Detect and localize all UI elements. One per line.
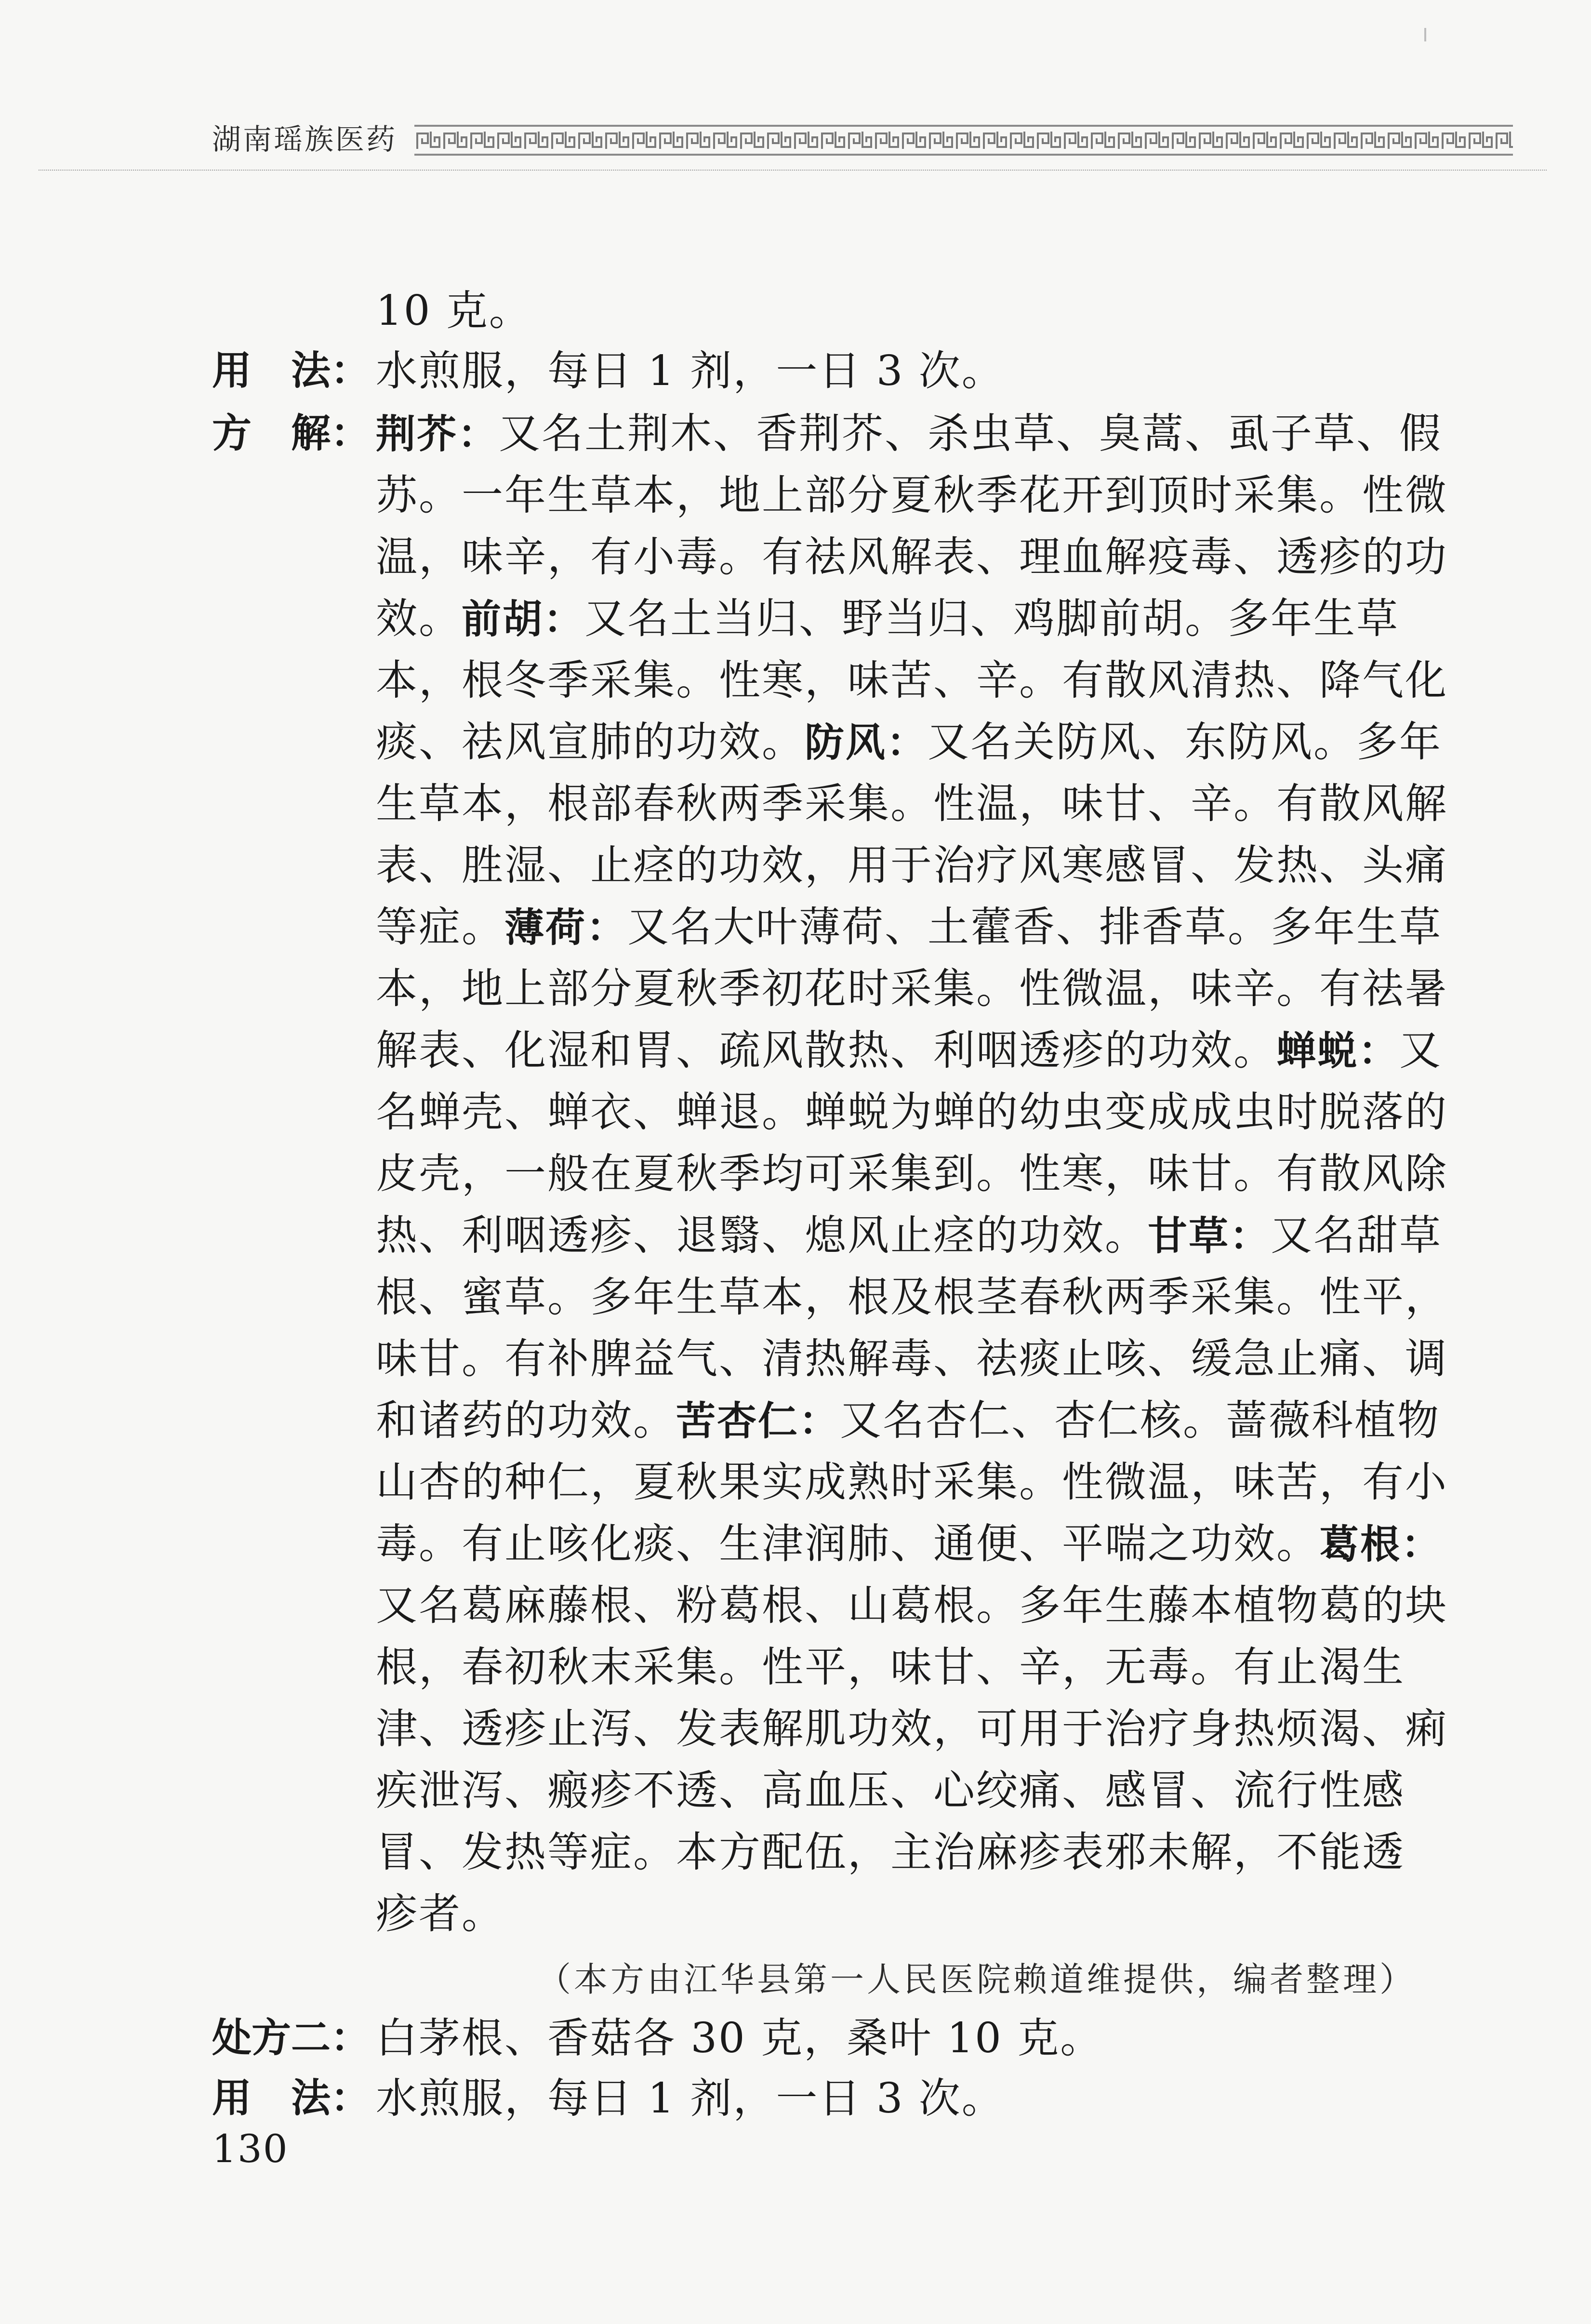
text-line: 疾泄泻、瘢疹不透、高血压、心绞痛、感冒、流行性感 xyxy=(376,1766,1405,1815)
herb-name: 葛根： xyxy=(1319,1522,1443,1567)
text-line: 10 克。 xyxy=(376,287,532,335)
text-line: 山杏的种仁，夏秋果实成熟时采集。性微温，味苦，有小 xyxy=(376,1458,1448,1506)
text-line: 和诸药的功效。苦杏仁：又名杏仁、杏仁核。蔷薇科植物 xyxy=(376,1396,1441,1445)
text-line: 本，根冬季采集。性寒，味苦、辛。有散风清热、降气化 xyxy=(376,656,1448,704)
herb-name: 前胡： xyxy=(462,597,585,642)
page-number: 130 xyxy=(212,2126,289,2171)
text-line: 痰、祛风宣肺的功效。防风：又名关防风、东防风。多年 xyxy=(376,718,1443,766)
text-line: 根，春初秋末采集。性平，味甘、辛，无毒。有止渴生 xyxy=(376,1643,1405,1691)
text-line: 表、胜湿、止痉的功效，用于治疗风寒感冒、发热、头痛 xyxy=(376,841,1448,890)
text-line: 温，味辛，有小毒。有祛风解表、理血解疫毒、透疹的功 xyxy=(376,533,1448,581)
explanation-label: 方 解： xyxy=(212,411,371,456)
text-line: 等症。薄荷：又名大叶薄荷、土藿香、排香草。多年生草 xyxy=(376,903,1443,951)
text-line: 生草本，根部春秋两季采集。性温，味甘、辛。有散风解 xyxy=(376,780,1448,828)
herb-name: 荆芥： xyxy=(376,412,499,457)
prescription-two-label: 处方二： xyxy=(212,2015,371,2061)
text-line: 味甘。有补脾益气、清热解毒、祛痰止咳、缓急止痛、调 xyxy=(376,1335,1448,1383)
scan-mark xyxy=(1424,28,1426,41)
text-line: 荆芥：又名土荆木、香荆芥、杀虫草、臭蒿、虱子草、假 xyxy=(376,410,1443,458)
herb-name: 防风： xyxy=(805,720,928,766)
book-title: 湖南瑶族医药 xyxy=(212,123,397,157)
header-ornament xyxy=(414,125,1513,156)
herb-name: 苦杏仁： xyxy=(676,1398,840,1444)
source-credit: （本方由江华县第一人民医院赖道维提供，编者整理） xyxy=(537,1960,1416,1999)
usage-label-2: 用 法： xyxy=(212,2075,371,2121)
usage-label: 用 法： xyxy=(212,348,371,394)
text-line: 效。前胡：又名土当归、野当归、鸡脚前胡。多年生草 xyxy=(376,595,1400,643)
header-divider xyxy=(39,170,1547,171)
text-line: 冒、发热等症。本方配伍，主治麻疹表邪未解，不能透 xyxy=(376,1828,1405,1876)
running-header xyxy=(212,118,1551,166)
text-line: 毒。有止咳化痰、生津润肺、通便、平喘之功效。葛根： xyxy=(376,1520,1443,1568)
text-line: 津、透疹止泻、发表解肌功效，可用于治疗身热烦渴、痢 xyxy=(376,1705,1448,1753)
usage-text-2: 水煎服，每日 1 剂，一日 3 次。 xyxy=(376,2074,1005,2123)
text-line: 名蝉壳、蝉衣、蝉退。蝉蜕为蝉的幼虫变成成虫时脱落的 xyxy=(376,1088,1448,1136)
text-line: 苏。一年生草本，地上部分夏秋季花开到顶时采集。性微 xyxy=(376,471,1448,519)
text-line: 解表、化湿和胃、疏风散热、利咽透疹的功效。蝉蜕：又 xyxy=(376,1026,1443,1075)
text-line: 根、蜜草。多年生草本，根及根茎春秋两季采集。性平， xyxy=(376,1273,1448,1321)
text-line: 又名葛麻藤根、粉葛根、山葛根。多年生藤本植物葛的块 xyxy=(376,1581,1448,1630)
prescription-two-text: 白茅根、香菇各 30 克，桑叶 10 克。 xyxy=(376,2014,1103,2062)
text-line: 热、利咽透疹、退翳、熄风止痉的功效。甘草：又名甜草 xyxy=(376,1211,1443,1260)
text-line: 皮壳，一般在夏秋季均可采集到。性寒，味甘。有散风除 xyxy=(376,1150,1448,1198)
herb-name: 薄荷： xyxy=(504,905,628,951)
text-line: 本，地上部分夏秋季初花时采集。性微温，味辛。有祛暑 xyxy=(376,965,1448,1013)
text-line: 疹者。 xyxy=(376,1890,504,1938)
herb-name: 甘草： xyxy=(1148,1213,1271,1259)
usage-text: 水煎服，每日 1 剂，一日 3 次。 xyxy=(376,347,1005,395)
herb-name: 蝉蜕： xyxy=(1276,1028,1400,1074)
